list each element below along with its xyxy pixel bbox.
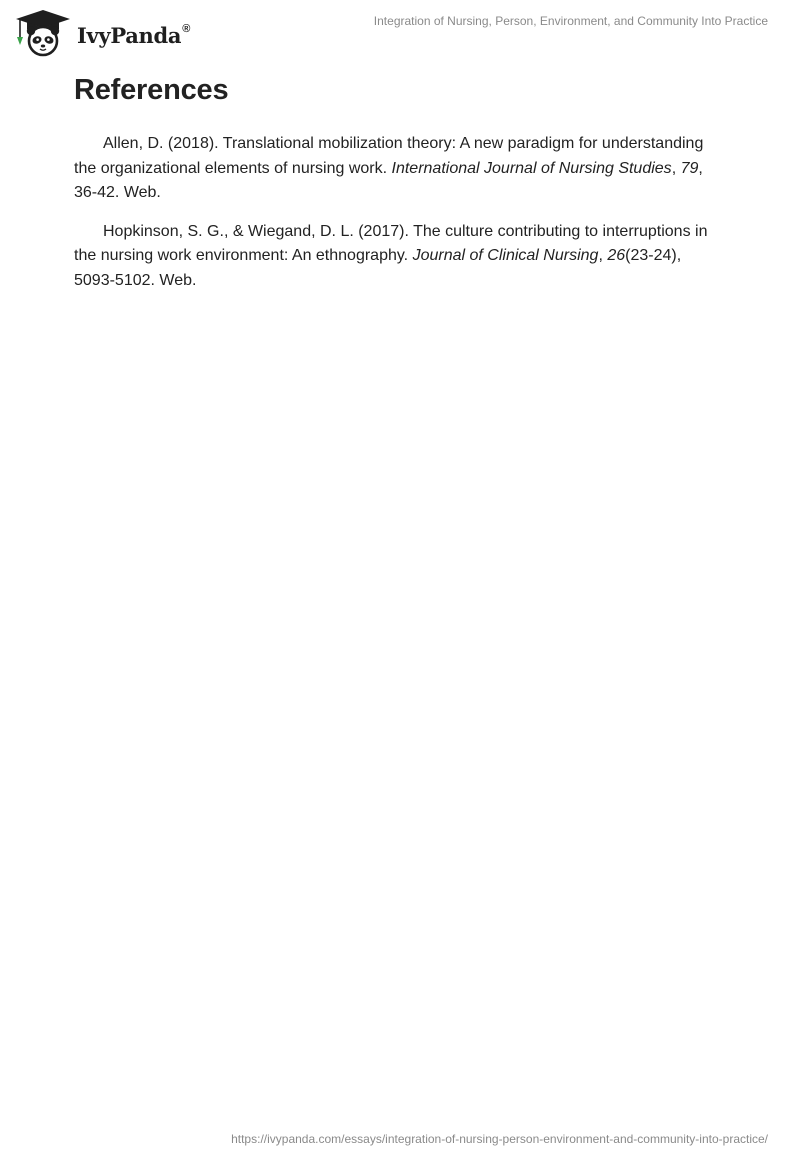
reference-text: Allen, D. (2018). Translational mobilization theory: A new paradigm for understanding the organizational elements of nursing work. bbox=[74, 135, 704, 177]
brand-logo[interactable] bbox=[14, 8, 190, 58]
reference-pages: , 36-42. Web. bbox=[74, 159, 703, 201]
brand-name: IvyPanda bbox=[77, 22, 182, 48]
reference-volume: 26 bbox=[607, 247, 626, 264]
section-heading: References bbox=[74, 74, 229, 106]
reference-separator: , bbox=[598, 247, 608, 264]
footer-source-link[interactable]: https://ivypanda.com/essays/integration-of-nursing-person-environment-and-community-into-practice/ bbox=[231, 1132, 768, 1146]
reference-entry bbox=[74, 132, 724, 206]
running-header-title: Integration of Nursing, Person, Environment, and Community Into Practice bbox=[373, 14, 768, 28]
reference-text: Hopkinson, S. G., & Wiegand, D. L. (2017). The culture contributing to interruptions in the nursing work environment: An ethnography. bbox=[74, 222, 708, 264]
reference-entry bbox=[74, 220, 724, 294]
reference-journal: International Journal of Nursing Studies bbox=[391, 159, 672, 177]
reference-list bbox=[74, 132, 724, 307]
reference-volume: 79 bbox=[680, 159, 699, 177]
reference-separator: , bbox=[671, 159, 681, 177]
brand-wordmark bbox=[77, 23, 190, 48]
registered-mark: ® bbox=[182, 22, 191, 35]
panda-graduation-cap-icon bbox=[14, 9, 72, 57]
reference-journal: Journal of Clinical Nursing bbox=[412, 247, 599, 264]
reference-pages: (23-24), 5093-5102. Web. bbox=[74, 247, 682, 289]
